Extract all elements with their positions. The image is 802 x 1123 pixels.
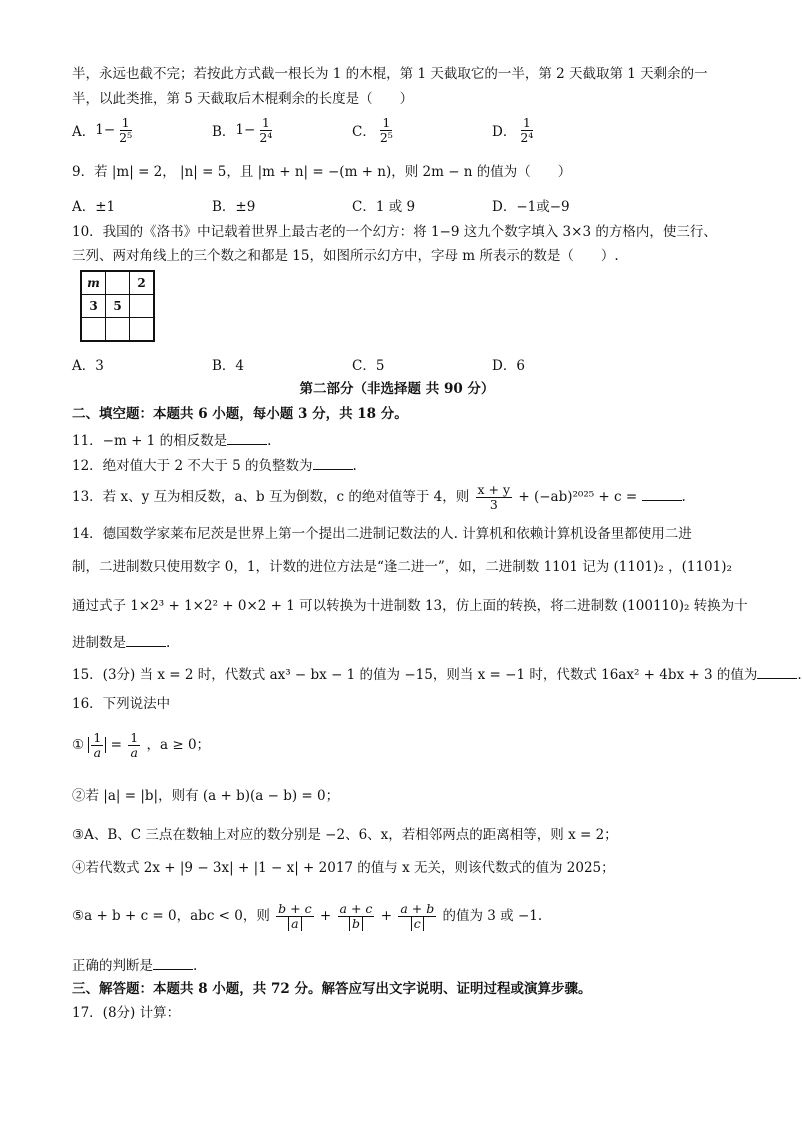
- magic-square-grid: [80, 270, 155, 342]
- q8-option-a: A． 1− $\frac{1}{\text{2⁵}}$: [72, 114, 133, 145]
- grid-cell: 5: [106, 295, 130, 318]
- q17-stem: 17．(8分) 计算：: [72, 1005, 181, 1021]
- q8-line-1: 半，永远也截不完；若按此方式截一根长为 1 的木棍，第 1 天截取它的一半，第 2 天截取第 1 天剩余的一: [72, 66, 708, 82]
- q14-line-2: 制，二进制数只使用数字 0，1，计数的进位方法是“逢二进一”，如，二进制数 1101 记为 (1101)₂ ，(1101)₂: [72, 559, 732, 575]
- answer-blank[interactable]: [153, 955, 193, 970]
- grid-cell: [81, 318, 106, 342]
- section-2-heading: 二、填空题：本题共 6 小题，每小题 3 分，共 18 分。: [72, 406, 408, 422]
- q10-options: [72, 354, 672, 374]
- answer-blank[interactable]: [313, 455, 353, 470]
- q16-statement-2: ②若 |a| = |b|，则有 (a + b)(a − b) = 0；: [72, 788, 340, 804]
- q10-line-2: 三列、两对角线上的三个数之和都是 15，如图所示幻方中，字母 m 所表示的数是（ ）.: [72, 248, 619, 264]
- q12-stem: 12．绝对值大于 2 不大于 5 的负整数为 .: [72, 455, 357, 476]
- q9-options: [72, 195, 672, 215]
- q10-option-d: D．6: [492, 358, 525, 374]
- q8-line-2: 半，以此类推，第 5 天截取后木棍剩余的长度是（ ）: [72, 91, 414, 107]
- q9-stem: 9．若 |m| = 2， |n| = 5，且 |m + n| = −(m + n)，则 2m − n 的值为（ ）: [72, 164, 572, 180]
- q16-statement-1: ① $\frac{1}{a}$ = $\frac{1}{a}$ ，a ≥ 0；: [72, 730, 211, 760]
- q8-option-b: B． 1− $\frac{1}{\text{2⁴}}$: [212, 114, 273, 145]
- q16-statement-5: ⑤a + b + c = 0，abc < 0，则 $\frac{b + c}{a}$ + $\frac{a + c}{b}$ + $\frac{a + b}{c}$ 的值为 3 或 −1.: [72, 901, 543, 931]
- q10-line-1: 10．我国的《洛书》中记载着世界上最古老的一个幻方：将 1−9 这九个数字填入 3×3 的方格内，使三行、: [72, 224, 717, 240]
- q10-option-b: B．4: [212, 358, 245, 374]
- answer-blank[interactable]: [227, 430, 267, 445]
- q9-option-c: C．1 或 9: [352, 199, 416, 215]
- grid-cell: 2: [130, 271, 155, 295]
- q9-option-d: D．−1或−9: [492, 199, 570, 215]
- part-2-title: 第二部分（非选择题 共 90 分）: [299, 381, 495, 397]
- grid-cell: 3: [81, 295, 106, 318]
- q10-option-c: C．5: [352, 358, 385, 374]
- grid-cell: [106, 271, 130, 295]
- q8-options: [72, 113, 672, 147]
- q13-stem: 13．若 x、y 互为相反数，a、b 互为倒数，c 的绝对值等于 4，则 $\frac{x + y}{3}$ + (−ab)²⁰²⁵ + c = .: [72, 482, 686, 512]
- grid-cell: [130, 318, 155, 342]
- q16-intro: 16．下列说法中: [72, 696, 171, 712]
- q14-line-4: 进制数是 .: [72, 632, 170, 653]
- answer-blank[interactable]: [126, 632, 166, 647]
- q9-option-a: A．±1: [72, 199, 116, 215]
- q14-line-3: 通过式子 1×2³ + 1×2² + 0×2 + 1 可以转换为十进制数 13，仿上面的转换，将二进制数 (100110)₂ 转换为十: [72, 598, 748, 614]
- grid-cell: m: [81, 271, 106, 295]
- q15-stem: 15．(3分) 当 x = 2 时，代数式 ax³ − bx − 1 的值为 −15，则当 x = −1 时，代数式 16ax² + 4bx + 3 的值为 .: [72, 664, 802, 685]
- q9-option-b: B．±9: [212, 199, 256, 215]
- q11-stem: 11．−m + 1 的相反数是 .: [72, 430, 271, 451]
- q16-statement-3: ③A、B、C 三点在数轴上对应的数分别是 −2、6、x，若相邻两点的距离相等，则 x = 2；: [72, 827, 618, 843]
- q10-option-a: A．3: [72, 358, 104, 374]
- q16-statement-4: ④若代数式 2x + |9 − 3x| + |1 − x| + 2017 的值与 x 无关，则该代数式的值为 2025；: [72, 860, 615, 876]
- q14-line-1: 14．德国数学家莱布尼茨是世界上第一个提出二进制记数法的人. 计算机和依赖计算机设备里都使用二进: [72, 526, 692, 542]
- q8-option-c: C． $\frac{1}{\text{2⁵}}$: [352, 114, 393, 145]
- answer-blank[interactable]: [757, 664, 797, 679]
- grid-cell: [130, 295, 155, 318]
- answer-blank[interactable]: [642, 486, 682, 501]
- grid-cell: [106, 318, 130, 342]
- q8-option-d: D． $\frac{1}{\text{2⁴}}$: [492, 114, 534, 145]
- section-3-heading: 三、解答题：本题共 8 小题，共 72 分。解答应写出文字说明、证明过程或演算步骤。: [72, 981, 592, 997]
- q16-conclusion: 正确的判断是 .: [72, 955, 197, 976]
